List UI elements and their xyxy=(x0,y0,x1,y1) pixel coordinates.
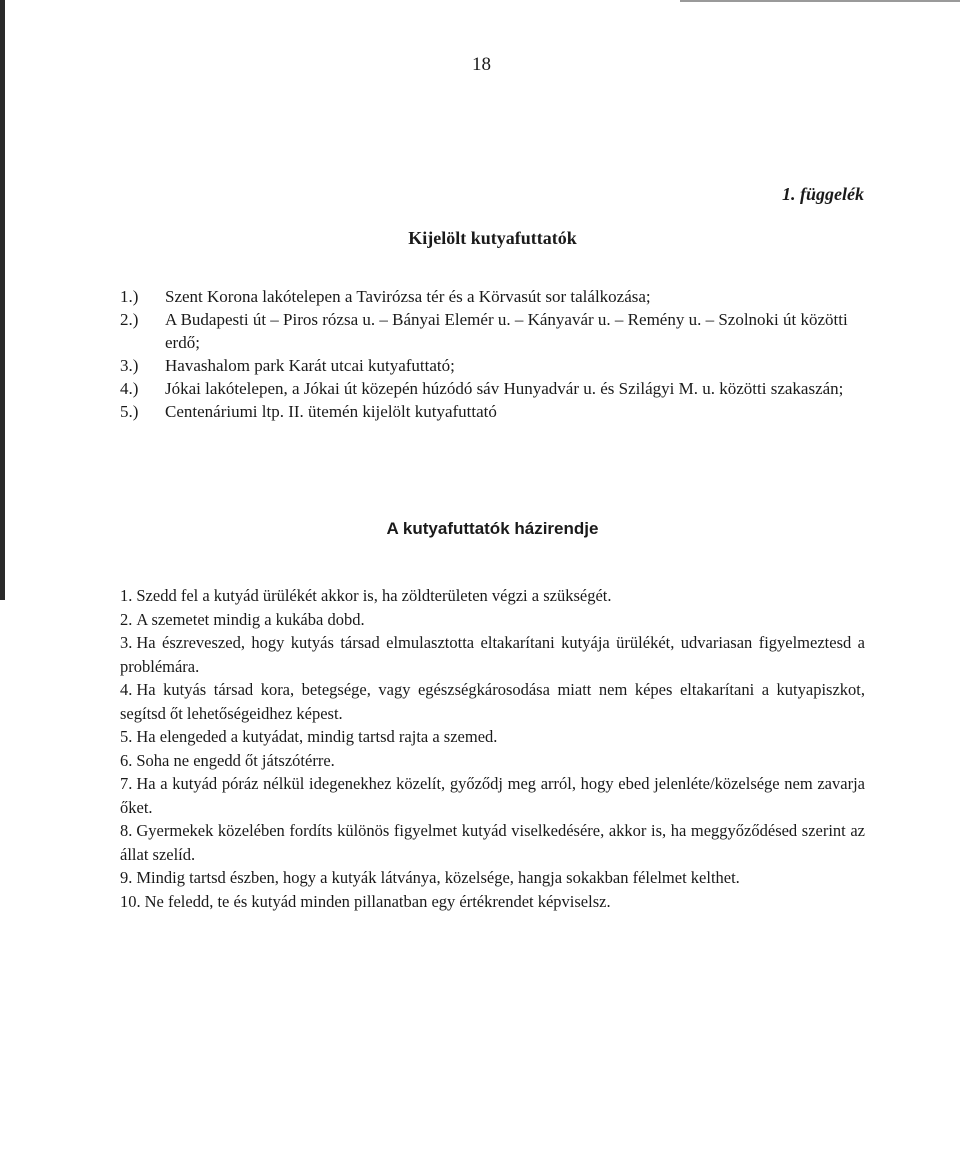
rule-number: 1. xyxy=(120,586,133,605)
rule-number: 4. xyxy=(120,680,133,699)
list-item-number: 4.) xyxy=(120,379,139,398)
rule-item xyxy=(120,725,865,749)
rule-text: Szedd fel a kutyád ürülékét akkor is, ha zöldterületen végzi a szükségét. xyxy=(136,586,612,605)
rule-number: 8. xyxy=(120,821,133,840)
list-item xyxy=(120,377,865,400)
rule-item xyxy=(120,608,865,632)
list-item-text: Szent Korona lakótelepen a Tavirózsa tér és a Körvasút sor találkozása; xyxy=(165,287,651,306)
scan-edge-top xyxy=(680,0,960,2)
rule-text: Ha elengeded a kutyádat, mindig tartsd rajta a szemed. xyxy=(136,727,498,746)
list-item-number: 3.) xyxy=(120,356,139,375)
list-item xyxy=(120,354,865,377)
list-item xyxy=(120,308,865,354)
list-item xyxy=(120,400,865,423)
list-item-number: 5.) xyxy=(120,402,139,421)
list-item-text: A Budapesti út – Piros rózsa u. – Bányai Elemér u. – Kányavár u. – Remény u. – Szolnoki út közötti erdő; xyxy=(165,310,848,352)
rule-text: Ha a kutyád póráz nélkül idegenekhez közelít, győződj meg arról, hogy ebed jelenléte/közelsége nem zavarja őket. xyxy=(120,774,865,817)
rule-text: Mindig tartsd észben, hogy a kutyák látványa, közelsége, hangja sokakban félelmet kelthet. xyxy=(136,868,740,887)
rule-item xyxy=(120,584,865,608)
rule-number: 9. xyxy=(120,868,133,887)
rule-item xyxy=(120,631,865,678)
list-item xyxy=(120,285,865,308)
rule-text: A szemetet mindig a kukába dobd. xyxy=(136,609,365,629)
rule-item xyxy=(120,772,865,819)
scan-edge-left xyxy=(0,0,5,600)
page-number: 18 xyxy=(472,54,491,75)
rule-number: 3. xyxy=(120,633,133,652)
list-item-number: 2.) xyxy=(120,310,139,329)
rule-number: 6. xyxy=(120,750,133,770)
rule-text: Ha kutyás társad kora, betegsége, vagy egészségkárosodása miatt nem képes eltakarítani a kutyapiszkot, segítsd őt lehetőségeidhez képest. xyxy=(120,680,865,723)
rule-item xyxy=(120,678,865,725)
rule-item xyxy=(120,866,865,890)
list-item-text: Havashalom park Karát utcai kutyafuttató; xyxy=(165,356,455,375)
dog-park-list xyxy=(120,285,865,423)
rule-text: Ha észreveszed, hogy kutyás társad elmulasztotta eltakarítani kutyája ürülékét, udvariasan figyelmeztesd a problémára. xyxy=(120,633,865,676)
rule-number: 10. xyxy=(120,891,141,911)
section-title-dog-parks: Kijelölt kutyafuttatók xyxy=(408,228,577,248)
house-rules-list xyxy=(120,584,865,913)
list-item-text: Centenáriumi ltp. II. ütemén kijelölt kutyafuttató xyxy=(165,402,497,421)
list-item-text: Jókai lakótelepen, a Jókai út közepén húzódó sáv Hunyadvár u. és Szilágyi M. u. közötti szakaszán; xyxy=(165,379,844,398)
rule-item xyxy=(120,890,865,914)
section-title-house-rules: A kutyafuttatók házirendje xyxy=(386,519,599,538)
rule-text: Ne feledd, te és kutyád minden pillanatban egy értékrendet képviselsz. xyxy=(144,891,611,911)
rule-number: 2. xyxy=(120,609,133,629)
rule-text: Gyermekek közelében fordíts különös figyelmet kutyád viselkedésére, akkor is, ha meggyőződésed szerint az állat szelíd. xyxy=(120,821,865,864)
rule-text: Soha ne engedd őt játszótérre. xyxy=(136,750,335,770)
rule-number: 5. xyxy=(120,727,133,746)
appendix-label: 1. függelék xyxy=(782,184,864,204)
rule-item xyxy=(120,749,865,773)
rule-item xyxy=(120,819,865,866)
rule-number: 7. xyxy=(120,774,133,793)
list-item-number: 1.) xyxy=(120,287,139,306)
